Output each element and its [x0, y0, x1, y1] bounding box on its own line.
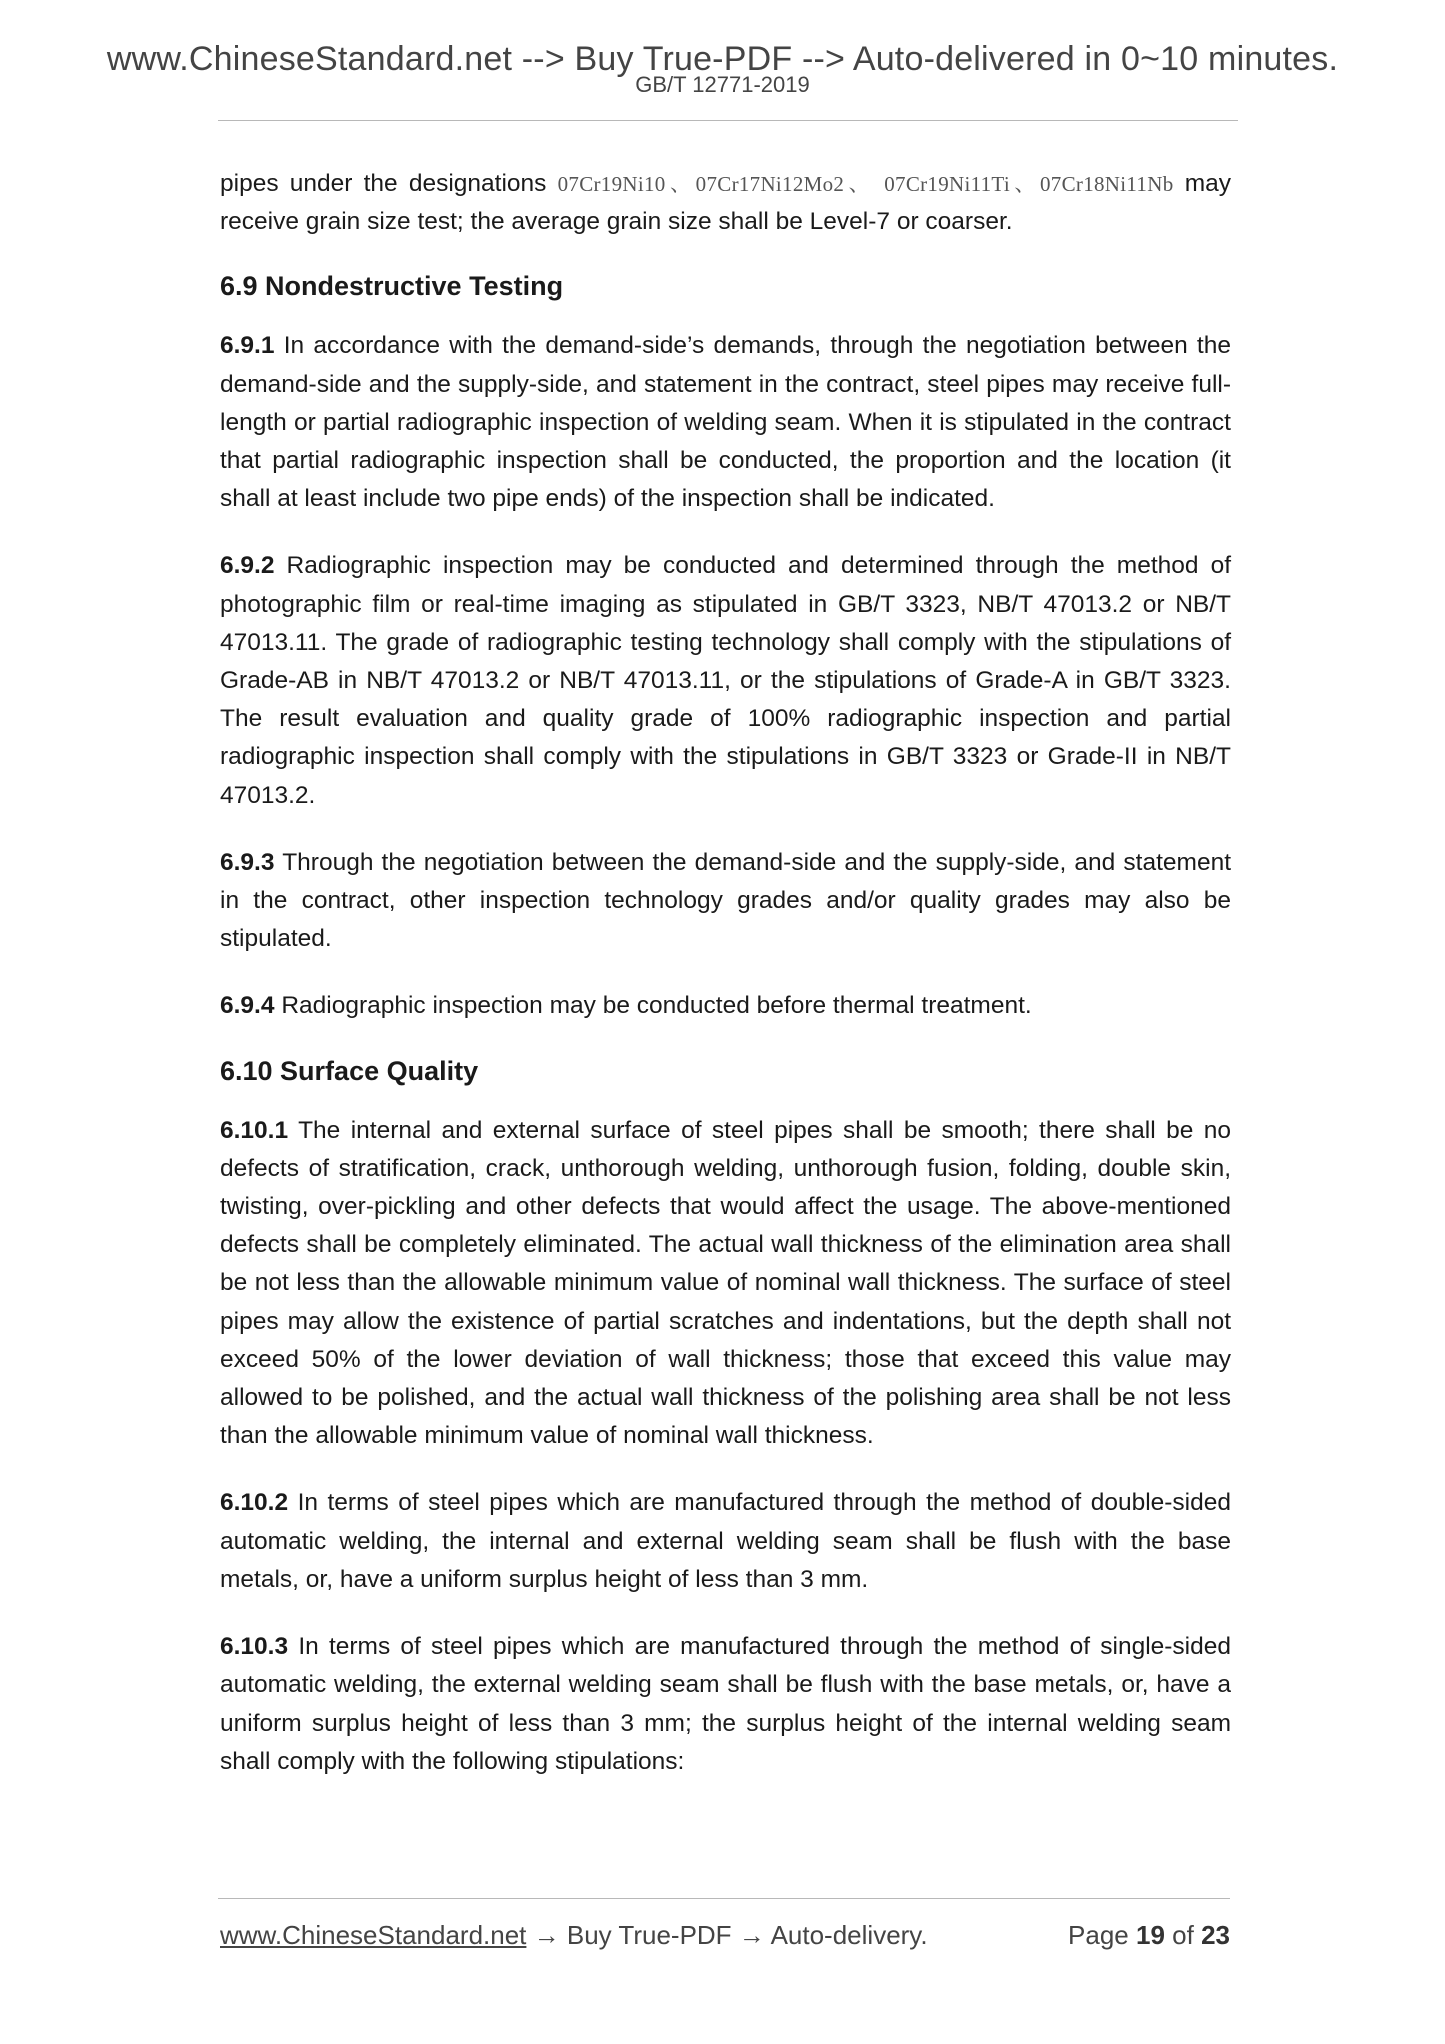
intro-paragraph [220, 165, 1231, 241]
section-heading-6-9: 6.9 Nondestructive Testing [220, 271, 564, 302]
clause-text: The internal and external surface of steel pipes shall be smooth; there shall be no defects of stratification, crack, unthorough welding, unthorough fusion, folding, double skin, twisting, over-pickling and other defects that would affect the usage. The above-mentioned defects shall be completely eliminated. The actual wall thickness of the elimination area shall be not less than the allowable minimum value of nominal wall thickness. The surface of steel pipes may allow the existence of partial scratches and indentations, but the depth shall not exceed 50% of the lower deviation of wall thickness; those that exceed this value may allowed to be polished, and the actual wall thickness of the polishing area shall be not less than the allowable minimum value of nominal wall thickness. [220, 1116, 1231, 1450]
clause-text: In terms of steel pipes which are manufactured through the method of single-sided automatic welding, the external welding seam shall be flush with the base metals, or, have a uniform surplus height of less than 3 mm; the surplus height of the internal welding seam shall comply with the following stipulations: [220, 1633, 1231, 1775]
clause-6-10-3 [220, 1628, 1231, 1781]
document-body [220, 165, 1231, 1810]
standard-code: GB/T 12771-2019 [635, 72, 810, 97]
footer-divider [218, 1898, 1230, 1899]
clause-text: Radiographic inspection may be conducted before thermal treatment. [281, 992, 1032, 1020]
clause-text: Radiographic inspection may be conducted and determined through the method of photographic film or real-time imaging as stipulated in GB/T 3323, NB/T 47013.2 or NB/T 47013.11. The grade of radiographic testing technology shall comply with the stipulations of Grade-AB in NB/T 47013.2 or NB/T 47013.11, or the stipulations of Grade-A in GB/T 3323. The result evaluation and quality grade of 100% radiographic inspection and partial radiographic inspection shall comply with the stipulations in GB/T 3323 or Grade-II in NB/T 47013.2. [220, 552, 1231, 809]
clause-number: 6.9.4 [220, 992, 275, 1020]
header-banner: www.ChineseStandard.net --> Buy True-PDF --> Auto-delivered in 0~10 minutes. [106, 40, 1339, 78]
footer-tagline: → Buy True-PDF → Auto-delivery. [526, 1920, 928, 1950]
steel-designations: 07Cr19Ni10、07Cr17Ni12Mo2、 07Cr19Ni11Ti、07Cr18Ni11Nb [557, 172, 1174, 196]
clause-number: 6.9.1 [220, 332, 275, 360]
clause-6-10-1 [220, 1112, 1231, 1456]
clause-6-9-1 [220, 327, 1231, 518]
of-label: of [1172, 1920, 1194, 1950]
clause-6-10-2 [220, 1484, 1231, 1599]
page-label: Page [1068, 1920, 1129, 1950]
page-footer [220, 1920, 1230, 1951]
clause-number: 6.9.3 [220, 848, 275, 876]
clause-6-9-3 [220, 844, 1231, 959]
clause-number: 6.10.1 [220, 1116, 289, 1144]
intro-tail: may receive grain size test; the average grain size shall be Level-7 or coarser. [220, 170, 1231, 236]
clause-number: 6.9.2 [220, 552, 275, 580]
clause-6-9-2 [220, 547, 1231, 814]
header-divider [218, 120, 1238, 121]
clause-6-9-4 [220, 987, 1231, 1025]
intro-lead: pipes under the designations [220, 170, 547, 197]
page-total: 23 [1201, 1920, 1230, 1950]
section-heading-6-10: 6.10 Surface Quality [220, 1055, 479, 1086]
clause-text: In terms of steel pipes which are manufactured through the method of double-sided automatic welding, the internal and external welding seam shall be flush with the base metals, or, have a uniform surplus height of less than 3 mm. [220, 1489, 1231, 1593]
page-indicator [1068, 1920, 1230, 1951]
footer-site-link[interactable]: www.ChineseStandard.net [220, 1920, 527, 1950]
page-number: 19 [1136, 1920, 1165, 1950]
clause-text: Through the negotiation between the demand-side and the supply-side, and statement in the contract, other inspection technology grades and/or quality grades may also be stipulated. [220, 848, 1231, 953]
clause-number: 6.10.3 [220, 1633, 289, 1661]
clause-text: In accordance with the demand-side’s demands, through the negotiation between the demand-side and the supply-side, and statement in the contract, steel pipes may receive full-length or partial radiographic inspection of welding seam. When it is stipulated in the contract that partial radiographic inspection shall be conducted, the proportion and the location (it shall at least include two pipe ends) of the inspection shall be indicated. [220, 332, 1231, 513]
clause-number: 6.10.2 [220, 1489, 289, 1517]
